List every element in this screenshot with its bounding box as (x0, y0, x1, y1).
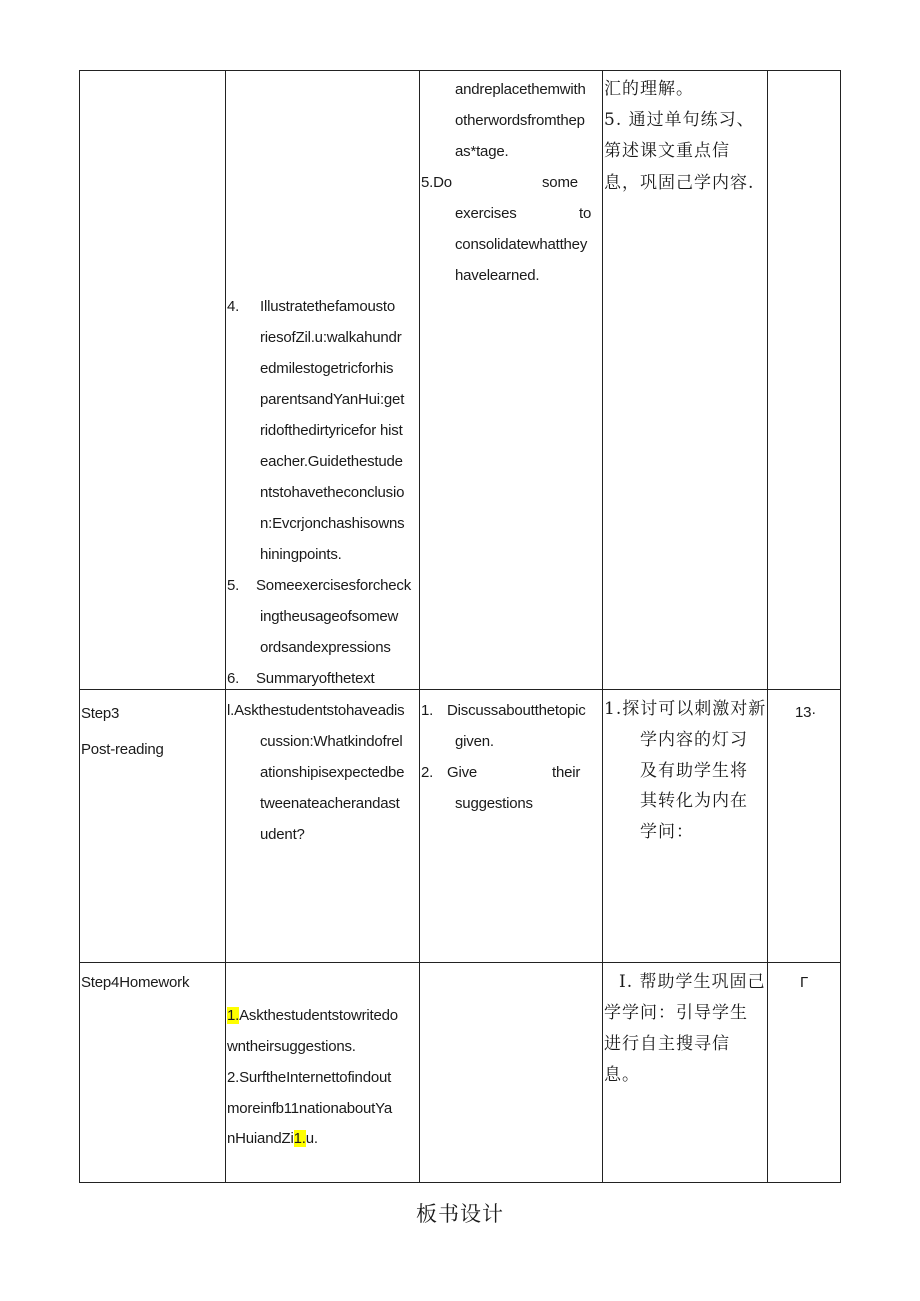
stage-label: Post-reading (81, 741, 164, 758)
purpose-text: 进行自主搜寻信 (604, 1034, 730, 1054)
procedure-text: tweenateacherandast (260, 795, 400, 812)
table-border (840, 70, 841, 1183)
procedure-text: cussion:Whatkindofrel (260, 733, 403, 750)
activity-text: consolidatewhatthey (455, 236, 588, 253)
table-border (419, 70, 420, 1183)
purpose-text: 息，巩固己学内容. (604, 173, 755, 193)
activity-text: suggestions (455, 795, 533, 812)
procedure-text: riesofZil.u:walkahundr (260, 329, 402, 346)
procedure-text (227, 1129, 318, 1149)
purpose-text: 学问： (640, 822, 694, 842)
activity-text: given. (455, 733, 494, 750)
highlight-mark: 1. (293, 1130, 306, 1147)
procedure-text: hiningpoints. (260, 546, 342, 563)
procedure-text: ntstohavetheconclusio (260, 484, 405, 501)
purpose-text: 学内容的灯习 (640, 730, 748, 750)
step-label: Step4Homework (81, 974, 190, 991)
table-border (225, 70, 226, 1183)
purpose-text: 1.探讨可以刺激对新 (604, 699, 767, 719)
purpose-text: 汇的理解。 (604, 79, 694, 99)
procedure-text: Someexercisesforcheck (256, 577, 412, 594)
activity-text: Discussaboutthetopic (447, 702, 586, 719)
purpose-text: I. 帮助学生巩固己 (619, 972, 766, 992)
item-number: 1. (421, 702, 434, 719)
procedure-text: parentsandYanHui:get (260, 391, 405, 408)
procedure-text: 2.SurftheInternettofindout (227, 1069, 392, 1086)
procedure-text: Illustratethefamousto (260, 298, 396, 315)
time-value: 13· (795, 704, 817, 721)
table-border (79, 70, 841, 71)
procedure-text-span: u. (305, 1130, 318, 1147)
activity-text: andreplacethemwith (455, 81, 586, 98)
activity-text: as*tage. (455, 143, 509, 160)
activity-text: their (552, 764, 581, 781)
procedure-text: ridofthedirtyricefor hist (260, 422, 403, 439)
table-border (79, 70, 80, 1183)
procedure-text: ingtheusageofsomew (260, 608, 399, 625)
procedure-text: l.Askthestudentstohaveadis (227, 702, 405, 719)
procedure-text: udent? (260, 826, 305, 843)
activity-text: havelearned. (455, 267, 540, 284)
activity-text: otherwordsfromthep (455, 112, 585, 129)
procedure-text: n:Evcrjonchashisowns (260, 515, 405, 532)
table-border (79, 689, 841, 690)
activity-text: some (542, 174, 578, 191)
purpose-text: 息。 (604, 1065, 640, 1085)
procedure-text (227, 1006, 398, 1026)
item-number: 5. (227, 577, 240, 594)
table-border (79, 962, 841, 963)
purpose-text: 及有助学生将 (640, 761, 748, 781)
highlight-mark: 1. (227, 1007, 240, 1024)
activity-text: to (579, 205, 592, 222)
purpose-text: 学学问：引导学生 (604, 1003, 748, 1023)
procedure-text: ationshipisexpectedbe (260, 764, 405, 781)
purpose-text: 其转化为内在 (640, 791, 748, 811)
page-heading: 板书设计 (416, 1202, 504, 1226)
purpose-text: 第述课文重点信 (604, 141, 730, 161)
item-number: 2. (421, 764, 434, 781)
procedure-text: wntheirsuggestions. (227, 1038, 356, 1055)
step-label: Step3 (81, 705, 120, 722)
procedure-text: eacher.Guidethestude (260, 453, 403, 470)
procedure-text-span: nHuiandZi (227, 1130, 294, 1147)
procedure-text: Summaryofthetext (256, 670, 375, 687)
activity-text: 5.Do (421, 174, 452, 191)
procedure-text: ordsandexpressions (260, 639, 391, 656)
item-number: 4. (227, 298, 240, 315)
table-border (602, 70, 603, 1183)
table-border (767, 70, 768, 1183)
procedure-text: moreinfb11nationaboutYa (227, 1100, 392, 1117)
purpose-text: 5. 通过单句练习、 (604, 110, 755, 130)
activity-text: Give (447, 764, 478, 781)
activity-text: exercises (455, 205, 517, 222)
procedure-text: edmilestogetricforhis (260, 360, 394, 377)
table-border (79, 1182, 841, 1183)
procedure-text-span: Askthestudentstowritedo (239, 1007, 398, 1024)
time-value: Γ (800, 974, 809, 991)
item-number: 6. (227, 670, 240, 687)
